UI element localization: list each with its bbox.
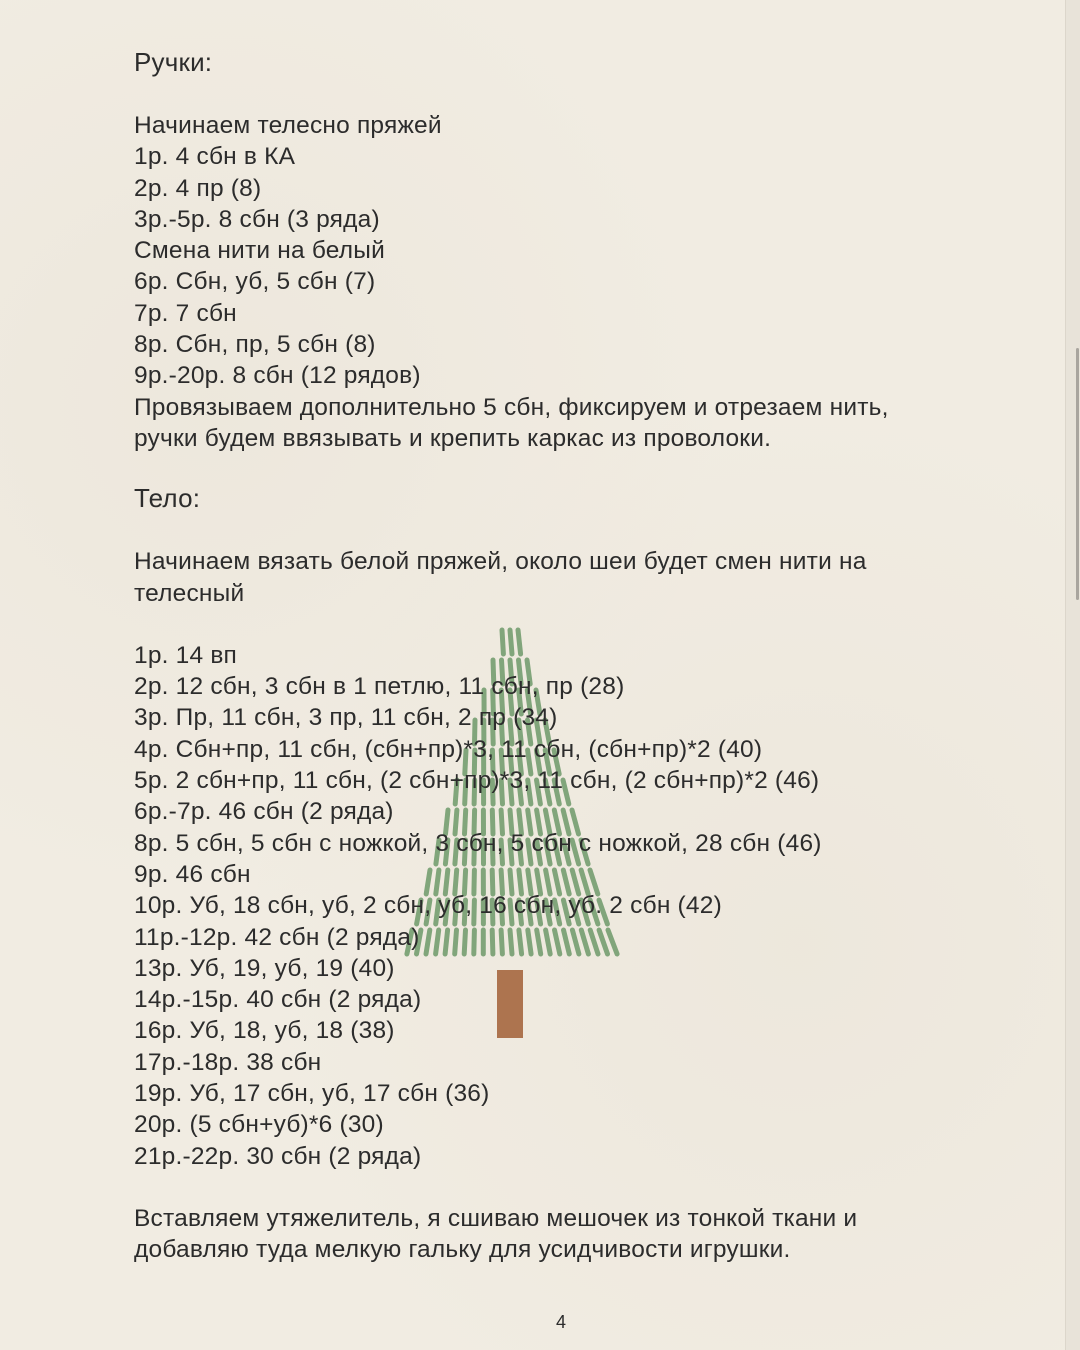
handles-heading: Ручки: [134,47,213,77]
handles-step: 7р. 7 сбн [134,299,237,327]
handles-step: Начинаем телесно пряжей [134,112,442,139]
handles-step: 3р.-5р. 8 сбн (3 ряда) [134,205,380,233]
body-heading: Тело: [134,483,201,514]
handles-step: 1р. 4 сбн в КА [134,143,296,171]
body-row: 11р.-12р. 42 сбн (2 ряда) [134,923,420,951]
handles-note: Провязываем дополнительно 5 сбн, фиксируем и отрезаем нить, [134,393,889,421]
body-intro: телесный [134,579,245,607]
body-row: 2р. 12 сбн, 3 сбн в 1 петлю, 11 сбн, пр (28) [134,673,625,701]
body-row: 16р. Уб, 18, уб, 18 (38) [134,1017,395,1045]
body-outro: добавляю туда мелкую гальку для усидчивости игрушки. [134,1236,791,1264]
handles-step: 8р. Сбн, пр, 5 сбн (8) [134,331,376,359]
body-row: 10р. Уб, 18 сбн, уб, 2 сбн, уб, 16 сбн, уб. 2 сбн (42) [134,892,722,920]
body-row: 21р.-22р. 30 сбн (2 ряда) [134,1142,422,1170]
handles-steps [134,110,1014,454]
body-row: 3р. Пр, 11 сбн, 3 пр, 11 сбн, 2 пр (34) [134,704,558,732]
scrollbar-thumb[interactable] [1076,348,1079,600]
body-row: 13р. Уб, 19, уб, 19 (40) [134,954,395,982]
body-rows [134,640,1014,1172]
body-row: 6р.-7р. 46 сбн (2 ряда) [134,798,394,826]
handles-step: 9р.-20р. 8 сбн (12 рядов) [134,362,421,390]
body-row: 5р. 2 сбн+пр, 11 сбн, (2 сбн+пр)*3, 11 сбн, (2 сбн+пр)*2 (46) [134,767,820,795]
body-intro: Начинаем вязать белой пряжей, около шеи будет смен нити на [134,548,867,576]
handles-step: Смена нити на белый [134,237,385,265]
body-row: 9р. 46 сбн [134,860,251,888]
body-row: 1р. 14 вп [134,641,238,669]
scrollbar[interactable] [1065,0,1080,1350]
handles-step: 2р. 4 пр (8) [134,174,262,202]
body-row: 19р. Уб, 17 сбн, уб, 17 сбн (36) [134,1080,490,1108]
body-row: 4р. Сбн+пр, 11 сбн, (сбн+пр)*3, 11 сбн, (сбн+пр)*2 (40) [134,735,763,763]
handles-note: ручки будем ввязывать и крепить каркас из проволоки. [134,424,772,452]
page-number: 4 [555,1312,566,1332]
body-outro: Вставляем утяжелитель, я сшиваю мешочек из тонкой ткани и [134,1204,858,1232]
body-row: 14р.-15р. 40 сбн (2 ряда) [134,986,422,1014]
recipe-content [134,44,1014,1266]
body-row: 8р. 5 сбн, 5 сбн с ножкой, 3 сбн, 5 сбн с ножкой, 28 сбн (46) [134,829,822,857]
handles-step: 6р. Сбн, уб, 5 сбн (7) [134,268,376,296]
body-row: 17р.-18р. 38 сбн [134,1048,322,1076]
body-row: 20р. (5 сбн+уб)*6 (30) [134,1111,384,1139]
